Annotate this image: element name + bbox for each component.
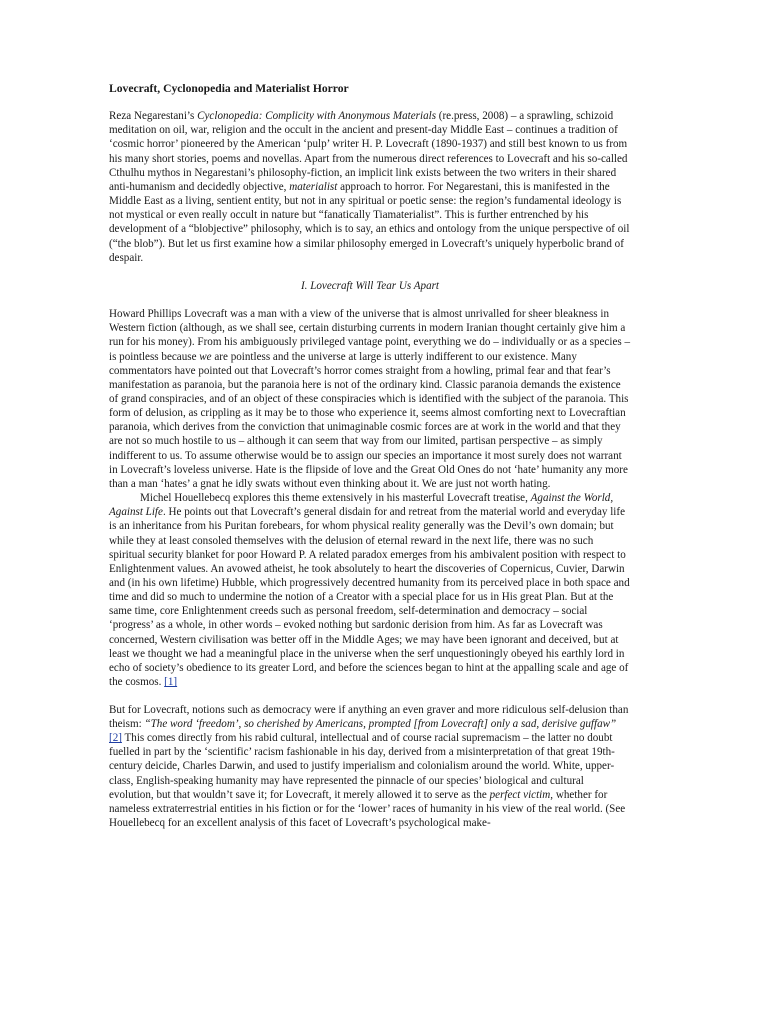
intro-text-2: (re.press, 2008) – a sprawling, schizoid meditation on oil, war, religion and the occult in the ancient and present-day Middle East – continues a tradition of ‘cosmic horror’ pioneered by the American ‘pulp’ writer H. P. Lovecraft (1890-1937) and still best known to us from his many short stories, poems and novellas. Apart from the numerous direct references to Lovecraft and his so-called Cthulhu mythos in Negarestani’s philosophy-fiction, an implicit link exists between the two writers in their shared anti-humanism and decidedly objective, [109, 110, 628, 193]
paragraph-3-text-1: But for Lovecraft, notions such as democracy were if anything an even graver and more ridiculous self-delusion than theism: [109, 703, 629, 730]
paragraph-3 [109, 703, 631, 830]
paragraph-3-text-2: This comes directly from his rabid cultural, intellectual and of course racial supremacism – the latter no doubt fuelled in part by the ‘scientific’ racism fashionable in his day, derived from a misinterpretation of that great 19th-century deicide, Charles Darwin, and used to justify imperialism and colonialism around the world. White, upper-class, English-speaking humanity may have represented the pinnacle of our species’ biological and cultural evolution, but that wouldn’t save it; for Lovecraft, it merely allowed it to serve as the [109, 732, 615, 801]
paragraph-2 [109, 491, 631, 689]
document-page [109, 82, 631, 830]
paragraph-1-text-1: Howard Phillips Lovecraft was a man with a view of the universe that is almost unrivalled for sheer bleakness in Western fiction (although, as we shall see, certain disturbing currents in modern Iranian thought certainly give him a run for his money). From his ambiguously privileged vantage point, everything we do – individually or as a species – is pointless because [109, 308, 630, 363]
paragraph-1-emphasis-we: we [199, 350, 212, 363]
section-heading: I. Lovecraft Will Tear Us Apart [300, 279, 440, 292]
intro-book-title: Cyclonopedia: Complicity with Anonymous Materials [197, 110, 437, 123]
document-title: Lovecraft, Cyclonopedia and Materialist Horror [109, 82, 349, 95]
intro-text-3: approach to horror. For Negarestani, this is manifested in the Middle East as a living, sentient entity, but not in any spiritual or poetic sense: the region’s fundamental ideology is not mystical or even really occult in nature but “fanatically Tiamaterialist”. This is further entrenched by his development of a “blobjective” philosophy, which is to say, an ethics and ontology from the unique perspective of oil (“the blob”). But let us first examine how a similar philosophy emerged in Lovecraft’s uniquely hyperbolic brand of despair. [109, 180, 630, 264]
paragraph-2-text-1: Michel Houellebecq explores this theme extensively in his masterful Lovecraft treatise, [140, 492, 531, 505]
paragraph-2-book-title: Against the World, Against Life [109, 492, 614, 519]
paragraph-3-text-3: , whether for nameless extraterrestrial entities in his fiction or for the ‘lower’ races of humanity in his view of the real world. (See Houellebecq for an excellent analysis of this facet of Lovecraft’s psychological make- [109, 788, 626, 829]
intro-text-1: Reza Negarestani’s [109, 110, 198, 123]
footnote-link-1[interactable]: [1] [164, 676, 178, 689]
intro-emphasis-materialist: materialist [289, 180, 338, 193]
paragraph-3-emphasis-perfect-victim: perfect victim [489, 788, 551, 801]
footnote-link-2[interactable]: [2] [109, 732, 122, 745]
paragraph-1-text-2: are pointless and the universe at large is utterly indifferent to our existence. Many commentators have pointed out that Lovecraft’s horror comes straight from a howling, primal fear and that fear’s manifestation as paranoia, but the paranoia here is not of the ordinary kind. Classic paranoia demands the existence of grand conspiracies, and of an object of these conspiracies which is identified with the subject of the paranoia. This form of delusion, as crippling as it may be to those who experience it, seems almost comforting next to Lovecraftian paranoia, which derives from the conviction that unimaginable cosmic forces are at work in the world and that they are not so much hostile to us – although it can seem that way from our limited, partisan perspective – as simply indifferent to us. To assume otherwise would be to assign our species an importance it most surely does not warrant in Lovecraft’s loveless universe. Hate is the flipside of love and the Great Old Ones do not ‘hate’ humanity any more than a man ‘hates’ a gnat he idly swats without even thinking about it. We are just not worth hating. [109, 350, 629, 490]
intro-paragraph [109, 109, 631, 265]
paragraph-2-text-2: . He points out that Lovecraft’s general disdain for and retreat from the material world and everyday life is an inheritance from his Puritan forebears, for whom physical reality generally was the Devil’s own domain; but while they at least consoled themselves with the delusion of eternal reward in the next life, there was no such spiritual security blanket for poor Howard P. A related paradox emerges from his ambivalent position with respect to Enlightenment values. An avowed atheist, he took absolutely to heart the discoveries of Copernicus, Cuvier, Darwin and (in his own lifetime) Hubble, which progressively decentred humanity from its perceived place in both space and time and did so much to undermine the notion of a Creator with a special place for us in His great Plan. But at the same time, core Enlightenment creeds such as personal freedom, self-determination and democracy – social ‘progress’ as a whole, in other words – evoked nothing but sardonic derision from him. As far as Lovecraft was concerned, Western civilisation was better off in the Middle Ages; we may have been ignorant and deceived, but at least we thought we had a meaningful place in the universe when the serf unquestioningly obeyed his earthly lord in echo of society’s obedience to its greater Lord, and before the sciences began to hint at the appalling scale and age of the cosmos. [109, 506, 630, 689]
paragraph-3-quote: “The word ‘freedom’, so cherished by Americans, prompted [from Lovecraft] only a sad, derisive guffaw” [144, 717, 617, 730]
paragraph-1 [109, 307, 631, 491]
